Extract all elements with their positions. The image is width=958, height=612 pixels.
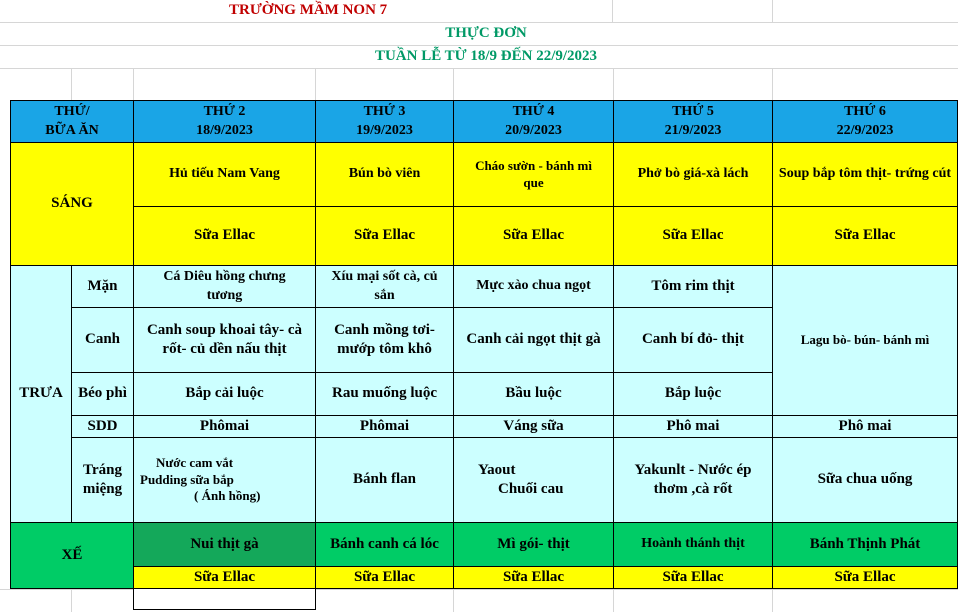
gridline (772, 68, 773, 100)
dessert-line: Yakunlt - Nước ép (634, 461, 752, 478)
dessert-line: Pudding sữa bắp (140, 471, 234, 487)
breakfast-dish-fri: Soup bắp tôm thịt- trứng cút (772, 142, 958, 207)
day-date: 21/9/2023 (664, 122, 722, 138)
breakfast-milk-mon: Sữa Ellac (133, 206, 316, 266)
lunch-sdd-mon: Phômai (133, 415, 316, 438)
lunch-canh-mon: Canh soup khoai tây- cà rốt- củ dền nấu thịt (133, 307, 316, 373)
day-name: THỨ 6 (844, 104, 886, 120)
day-header-wed (453, 100, 614, 143)
school-name: TRƯỜNG MẦM NON 7 (229, 2, 388, 19)
meal-label-xe: XẾ (10, 522, 134, 589)
meal-label-sang: SÁNG (10, 142, 134, 266)
gridline (453, 68, 454, 100)
lunch-canh-thu: Canh bí đỏ- thịt (613, 307, 773, 373)
breakfast-dish-thu: Phở bò giá-xà lách (613, 142, 773, 207)
breakfast-milk-thu: Sữa Ellac (613, 206, 773, 266)
lunch-sdd-fri: Phô mai (772, 415, 958, 438)
sub-label-beo-phi: Béo phì (71, 372, 134, 416)
week-range: TUẦN LỄ TỪ 18/9 ĐẾN 22/9/2023 (374, 47, 598, 64)
gridline (772, 0, 773, 22)
lunch-beophi-tue: Rau muống luộc (315, 372, 454, 416)
lunch-main-fri: Lagu bò- bún- bánh mì (772, 265, 958, 416)
gridline (613, 589, 614, 612)
empty-cell (133, 588, 316, 610)
day-header-fri (772, 100, 958, 143)
day-date: 19/9/2023 (356, 122, 413, 138)
day-date: 18/9/2023 (196, 122, 253, 138)
breakfast-milk-tue: Sữa Ellac (315, 206, 454, 266)
day-header-mon (133, 100, 316, 143)
dessert-label-line1: Tráng (83, 461, 122, 478)
meal-day-header (10, 100, 134, 143)
lunch-man-mon: Cá Diêu hồng chưng tương (133, 265, 316, 308)
snack-dish-mon: Nui thịt gà (133, 522, 316, 567)
lunch-man-tue: Xíu mại sốt cà, củ sắn (315, 265, 454, 308)
snack-dish-fri: Bánh Thịnh Phát (772, 522, 958, 567)
lunch-dessert-mon (133, 437, 316, 523)
gridline (772, 589, 773, 612)
lunch-sdd-wed: Váng sữa (453, 415, 614, 438)
dessert-line: Yaout (478, 461, 516, 478)
dessert-label-line2: miệng (82, 481, 123, 497)
page-title: THỰC ĐƠN (445, 24, 527, 41)
day-date: 22/9/2023 (836, 122, 894, 138)
lunch-dessert-fri: Sữa chua uống (772, 437, 958, 523)
lunch-dessert-thu (613, 437, 773, 523)
lunch-canh-tue: Canh mồng tơi- mướp tôm khô (315, 307, 454, 373)
dessert-line: thơm ,cà rốt (653, 481, 733, 497)
lunch-dessert-tue: Bánh flan (315, 437, 454, 523)
breakfast-milk-wed: Sữa Ellac (453, 206, 614, 266)
lunch-sdd-tue: Phômai (315, 415, 454, 438)
gridline (315, 68, 316, 100)
snack-milk-wed: Sữa Ellac (453, 566, 614, 589)
day-name: THỨ 3 (363, 104, 406, 120)
gridline (612, 0, 613, 22)
gridline (613, 68, 614, 100)
sub-label-canh: Canh (71, 307, 134, 373)
sub-label-man: Mặn (71, 265, 134, 308)
snack-dish-wed: Mì gói- thịt (453, 522, 614, 567)
snack-milk-tue: Sữa Ellac (315, 566, 454, 589)
snack-dish-tue: Bánh canh cá lóc (315, 522, 454, 567)
header-label-line1: THỨ/ (54, 104, 90, 120)
breakfast-dish-tue: Bún bò viên (315, 142, 454, 207)
day-name: THỨ 5 (672, 104, 714, 120)
breakfast-dish-mon: Hủ tiếu Nam Vang (133, 142, 316, 207)
day-header-tue (315, 100, 454, 143)
day-date: 20/9/2023 (505, 122, 562, 138)
meal-label-trua: TRƯA (10, 265, 72, 523)
breakfast-milk-fri: Sữa Ellac (772, 206, 958, 266)
snack-milk-fri: Sữa Ellac (772, 566, 958, 589)
gridline (453, 589, 454, 612)
gridline (71, 68, 72, 100)
lunch-beophi-mon: Bắp cải luộc (133, 372, 316, 416)
lunch-canh-wed: Canh cải ngọt thịt gà (453, 307, 614, 373)
dessert-line: ( Ánh hồng) (194, 488, 261, 504)
gridline (0, 68, 958, 69)
snack-dish-thu: Hoành thánh thịt (613, 522, 773, 567)
lunch-beophi-thu: Bắp luộc (613, 372, 773, 416)
header-label-line2: BỮA ĂN (45, 122, 99, 138)
sub-label-sdd: SDD (71, 415, 134, 438)
sub-label-trang-mieng (71, 437, 134, 523)
dessert-line: Chuối cau (498, 481, 564, 497)
lunch-beophi-wed: Bầu luộc (453, 372, 614, 416)
day-name: THỨ 4 (512, 104, 555, 120)
breakfast-dish-wed: Cháo sườn - bánh mì que (453, 142, 614, 207)
lunch-man-wed: Mực xào chua ngọt (453, 265, 614, 308)
snack-milk-mon: Sữa Ellac (133, 566, 316, 589)
gridline (71, 589, 72, 612)
dessert-line: Nước cam vắt (156, 454, 234, 470)
day-name: THỨ 2 (203, 104, 246, 120)
lunch-dessert-wed (453, 437, 614, 523)
lunch-man-thu: Tôm rim thịt (613, 265, 773, 308)
gridline (133, 68, 134, 100)
day-header-thu (613, 100, 773, 143)
snack-milk-thu: Sữa Ellac (613, 566, 773, 589)
lunch-sdd-thu: Phô mai (613, 415, 773, 438)
